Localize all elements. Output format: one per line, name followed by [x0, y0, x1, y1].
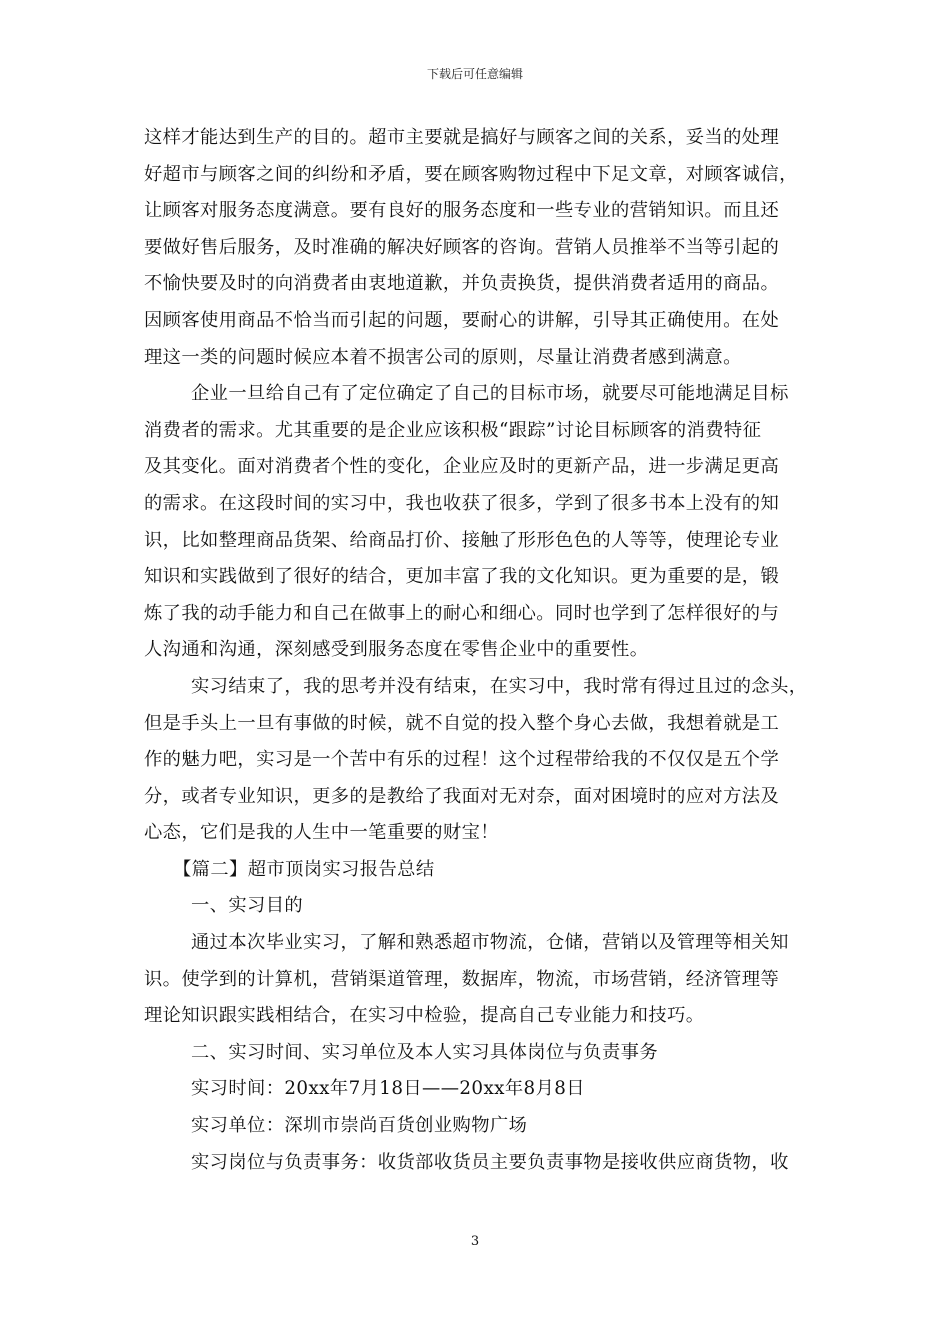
text-line: 让顾客对服务态度满意。要有良好的服务态度和一些专业的营销知识。而且还 [144, 200, 780, 222]
page-header: 下载后可任意编辑 [426, 67, 523, 81]
text-line: 但是手头上一旦有事做的时候，就不自觉的投入整个身心去做，我想着就是工 [144, 712, 780, 734]
text-line: 识。使学到的计算机，营销渠道管理，数据库，物流，市场营销，经济管理等 [144, 968, 780, 990]
internship-time-line: 实习时间：20xx年7月18日——20xx年8月8日 [191, 1078, 585, 1100]
text-line: 不愉快要及时的向消费者由衷地道歉，并负责换货，提供消费者适用的商品。 [144, 273, 780, 295]
subsection-heading: 二、实习时间、实习单位及本人实习具体岗位与负责事务 [191, 1041, 659, 1063]
internship-position-line: 实习岗位与负责事务：收货部收货员主要负责事物是接收供应商货物，收 [191, 1151, 789, 1173]
text-line: 理论知识跟实践相结合，在实习中检验，提高自己专业能力和技巧。 [144, 1005, 705, 1027]
paragraph-start-line: 企业一旦给自己有了定位确定了自己的目标市场，就要尽可能地满足目标 [191, 383, 789, 405]
text-line: 理这一类的问题时候应本着不损害公司的原则，尽量让消费者感到满意。 [144, 346, 742, 368]
internship-unit-line: 实习单位：深圳市崇尚百货创业购物广场 [191, 1115, 528, 1137]
text-line: 消费者的需求。尤其重要的是企业应该积极“跟踪”讨论目标顾客的消费特征 [144, 419, 762, 441]
text-line: 心态，它们是我的人生中一笔重要的财宝！ [144, 822, 499, 844]
section-heading: 【篇二】超市顶岗实习报告总结 [173, 858, 435, 880]
text-line: 好超市与顾客之间的纠纷和矛盾，要在顾客购物过程中下足文章，对顾客诚信， [144, 163, 798, 185]
paragraph-start-line: 实习结束了，我的思考并没有结束，在实习中，我时常有得过且过的念头， [191, 675, 808, 697]
text-line: 的需求。在这段时间的实习中，我也收获了很多，学到了很多书本上没有的知 [144, 492, 780, 514]
text-line: 因顾客使用商品不恰当而引起的问题，要耐心的讲解，引导其正确使用。在处 [144, 309, 780, 331]
text-line: 识，比如整理商品货架、给商品打价、接触了形形色色的人等等，使理论专业 [144, 529, 780, 551]
page-number: 3 [470, 1234, 480, 1249]
text-line: 要做好售后服务，及时准确的解决好顾客的咨询。营销人员推举不当等引起的 [144, 236, 780, 258]
text-line: 知识和实践做到了很好的结合，更加丰富了我的文化知识。更为重要的是，锻 [144, 566, 780, 588]
text-line: 及其变化。面对消费者个性的变化，企业应及时的更新产品，进一步满足更高 [144, 456, 780, 478]
text-line: 人沟通和沟通，深刻感受到服务态度在零售企业中的重要性。 [144, 639, 649, 661]
subsection-heading: 一、实习目的 [191, 895, 304, 917]
paragraph-start-line: 通过本次毕业实习，了解和熟悉超市物流，仓储，营销以及管理等相关知 [191, 932, 789, 954]
text-line: 这样才能达到生产的目的。超市主要就是搞好与顾客之间的关系，妥当的处理 [144, 127, 780, 148]
text-line: 炼了我的动手能力和自己在做事上的耐心和细心。同时也学到了怎样很好的与 [144, 602, 780, 624]
text-line: 分，或者专业知识，更多的是教给了我面对无对奈，面对困境时的应对方法及 [144, 785, 780, 807]
text-line: 作的魅力吧，实习是一个苦中有乐的过程！这个过程带给我的不仅仅是五个学 [144, 749, 780, 771]
document-body [144, 120, 814, 1181]
